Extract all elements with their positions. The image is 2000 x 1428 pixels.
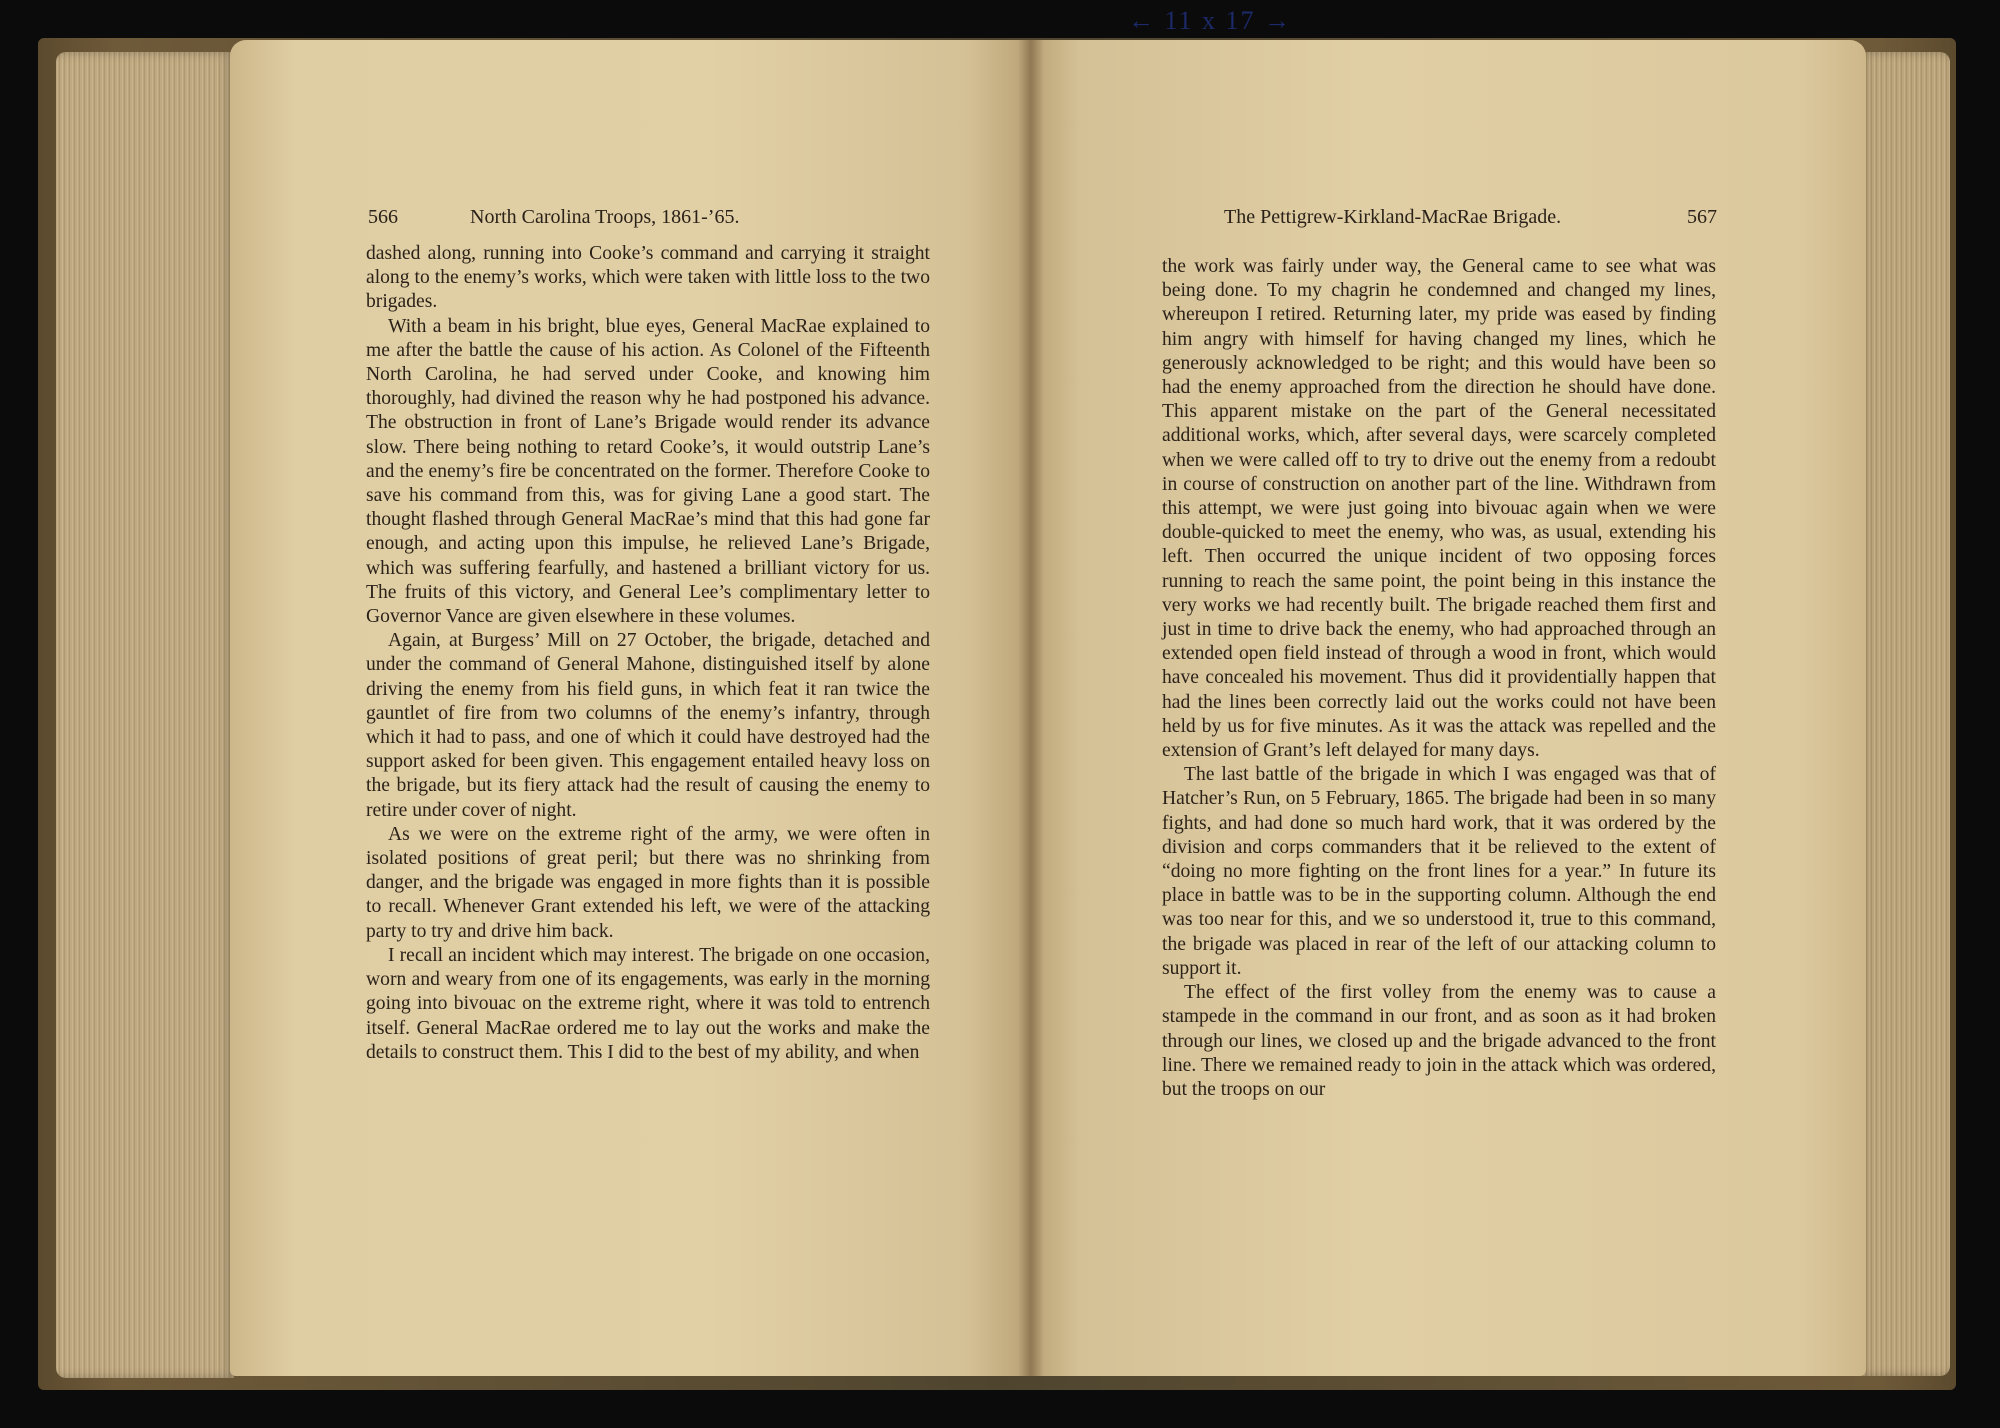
left-page-edges [56,52,234,1378]
book-gutter [1018,40,1044,1376]
paragraph: Again, at Burgess’ Mill on 27 October, the brigade, detached and under the command of General Mahone, distinguished itself by alone driving the enemy from his field guns, in which feat it ran twice the gauntlet of fire from two columns of the enemy’s infantry, through which it had to pass, and one of which it could have destroyed had the support asked for been given. This engagement entailed heavy loss on the brigade, but its fiery attack had the result of causing the enemy to retire under cover of night. [366,630,930,821]
right-page-body [1162,255,1716,1102]
size-stamp: ← 11 x 17 → [1128,6,1293,35]
right-page-number: 567 [1687,206,1717,228]
paragraph: As we were on the extreme right of the army, we were often in isolated positions of great peril; but there was no shrinking from danger, and the brigade was engaged in more fights than it is possible to recall. Whenever Grant extended his left, we were of the attacking party to try and drive him back. [366,823,930,942]
paragraph: The last battle of the brigade in which I was engaged was that of Hatcher’s Run, on 5 February, 1865. The brigade had been in so many fights, and had done so much hard work, that it was ordered by the division and corps commanders that it be relieved to the extent of “doing no more fighting on the front lines for a year.” In future its place in battle was to be in the supporting column. Although the end was too near for this, and we so understood it, true to this command, the brigade was placed in rear of the left of our attacking column to support it. [1162,764,1716,979]
paragraph: The effect of the first volley from the enemy was to cause a stampede in the command in our front, and as soon as it had broken through our lines, we closed up and the brigade advanced to the front line. There we remained ready to join in the attack which was ordered, but the troops on our [1162,982,1716,1100]
paragraph: the work was fairly under way, the General came to see what was being done. To my chagrin he condemned and changed my lines, whereupon I retired. Returning later, my pride was eased by finding him angry with himself for having changed my lines, which he generously acknowledged to be right; and this would have been so had the enemy approached from the direction he should have done. This apparent mistake on the part of the General necessitated additional works, which, after several days, were scarcely completed when we were called off to try to drive out the enemy from a redoubt in course of construction on another part of the line. Withdrawn from this attempt, we were just going into bivouac again when we were double-quicked to meet the enemy, who was, as usual, extending his left. Then occurred the unique incident of two opposing forces running to reach the same point, the point being in this instance the very works we had recently built. The brigade reached them first and just in time to drive back the enemy, who had approached through an extended open field instead of through a wood in front, which would have concealed his movement. Thus did it providentially happen that had the lines been correctly laid out the works could not have been held by us for five minutes. As it was the attack was repelled and the extension of Grant’s left delayed for many days. [1162,256,1716,762]
left-page-number: 566 [368,206,398,228]
paragraph: I recall an incident which may interest. The brigade on one occasion, worn and weary from one of its engagements, was early in the morning going into bivouac on the extreme right, where it was told to entrench itself. General MacRae ordered me to lay out the works and make the details to construct them. This I did to the best of my ability, and when [366,944,930,1063]
right-page-edges [1858,52,1950,1376]
right-running-head: The Pettigrew-Kirkland-MacRae Brigade. [1224,206,1562,228]
left-running-head: North Carolina Troops, 1861-’65. [470,206,740,228]
paragraph: With a beam in his bright, blue eyes, General MacRae explained to me after the battle the cause of his action. As Colonel of the Fifteenth North Carolina, he had served under Cooke, and knowing him thoroughly, had divined the reason why he had postponed his advance. The obstruction in front of Lane’s Brigade would render its advance slow. There being nothing to retard Cooke’s, it would outstrip Lane’s and the enemy’s fire be concentrated on the former. Therefore Cooke to save his command from this, was for giving Lane a good start. The thought flashed through General MacRae’s mind that this had gone far enough, and acting upon this impulse, he relieved Lane’s Brigade, which was suffering fearfully, and hastened a brilliant victory for us. The fruits of this victory, and General Lee’s complimentary letter to Governor Vance are given elsewhere in these volumes. [366,315,930,628]
left-page-body [366,242,930,1065]
paragraph: dashed along, running into Cooke’s command and carrying it straight along to the enemy’s works, which were taken with little loss to the two brigades. [366,243,930,313]
